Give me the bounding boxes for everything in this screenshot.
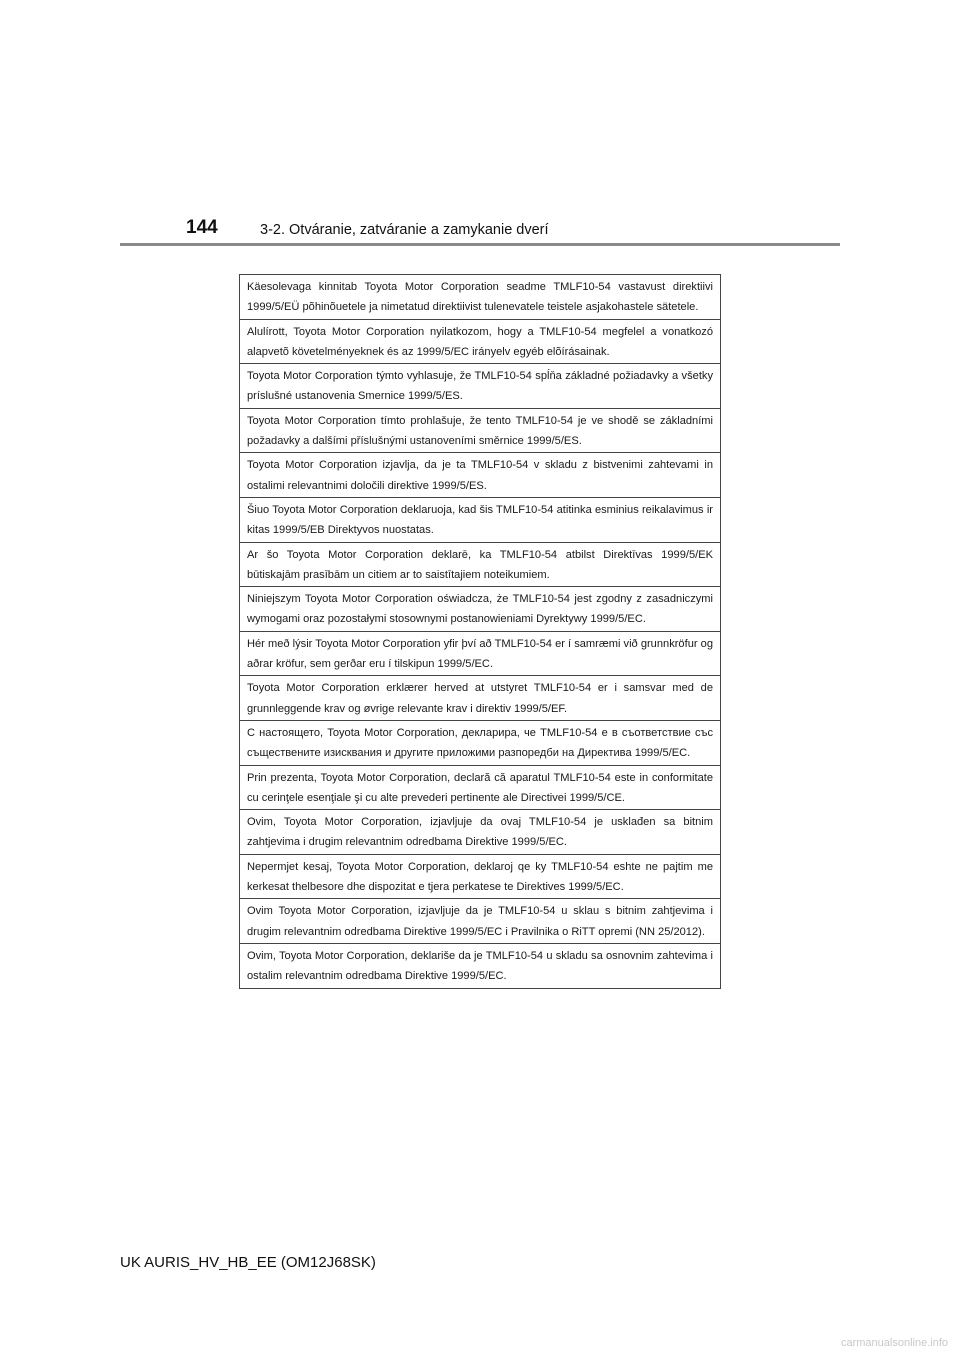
table-row [240, 810, 721, 855]
table-row [240, 364, 721, 409]
declaration-lithuanian: Šiuo Toyota Motor Corporation deklaruoja, kad šis TMLF10-54 atitinka esminius reikalavimus ir kitas 1999/5/EB Direktyvos nuostatas. [240, 497, 721, 542]
declaration-slovenian: Toyota Motor Corporation izjavlja, da je ta TMLF10-54 v skladu z bistvenimi zahtevami in ostalimi relevantnimi določili direktive 1999/5/ES. [240, 453, 721, 498]
table-row [240, 854, 721, 899]
table-row [240, 497, 721, 542]
table-row [240, 943, 721, 988]
declaration-table [239, 274, 721, 989]
section-title: 3-2. Otváranie, zatváranie a zamykanie dverí [260, 222, 549, 238]
declaration-serbian: Ovim, Toyota Motor Corporation, deklariše da je TMLF10-54 u skladu sa osnovnim zahtevima i ostalim relevantnim odredbama Direktive 1999/5/EC. [240, 943, 721, 988]
table-row [240, 765, 721, 810]
declaration-latvian: Ar šo Toyota Motor Corporation deklarē, ka TMLF10-54 atbilst Direktīvas 1999/5/EK būtiskajām prasībām un citiem ar to saistītajiem noteikumiem. [240, 542, 721, 587]
watermark-text: carmanualsonline.info [840, 1337, 948, 1349]
declaration-hungarian: Alulírott, Toyota Motor Corporation nyilatkozom, hogy a TMLF10-54 megfelel a vonatkozó alapvetõ követelményeknek és az 1999/5/EC irányelv egyéb elõírásainak. [240, 319, 721, 364]
declaration-estonian: Käesolevaga kinnitab Toyota Motor Corporation seadme TMLF10-54 vastavust direktiivi 1999/5/EÜ põhinõuetele ja nimetatud direktiivist tulenevatele teistele asjakohastele sätetele. [240, 275, 721, 320]
page-number: 144 [186, 217, 218, 238]
header-divider [120, 243, 840, 246]
declaration-croatian: Ovim Toyota Motor Corporation, izjavljuje da je TMLF10-54 u sklau s bitnim zahtjevima i drugim relevantnim odredbama Direktive 1999/5/EC i Pravilnika o RiTT opremi (NN 25/2012). [240, 899, 721, 944]
table-row [240, 542, 721, 587]
page-header [186, 216, 826, 246]
table-row [240, 676, 721, 721]
declaration-norwegian: Toyota Motor Corporation erklærer herved at utstyret TMLF10-54 er i samsvar med de grunnleggende krav og øvrige relevante krav i direktiv 1999/5/EF. [240, 676, 721, 721]
declaration-slovak: Toyota Motor Corporation týmto vyhlasuje, že TMLF10-54 spĺňa základné požiadavky a všetky príslušné ustanovenia Smernice 1999/5/ES. [240, 364, 721, 409]
declaration-polish: Niniejszym Toyota Motor Corporation oświadcza, że TMLF10-54 jest zgodny z zasadniczymi wymogami oraz pozostałymi stosownymi postanowieniami Dyrektywy 1999/5/EC. [240, 587, 721, 632]
table-row [240, 408, 721, 453]
table-row [240, 319, 721, 364]
declaration-czech: Toyota Motor Corporation tímto prohlašuje, že tento TMLF10-54 je ve shodě se základními požadavky a dalšími příslušnými ustanoveními směrnice 1999/5/ES. [240, 408, 721, 453]
declaration-bulgarian: С настоящето, Toyota Motor Corporation, декларира, че TMLF10-54 е в съответствие със съществените изисквания и другите приложими разпоредби на Директива 1999/5/ЕС. [240, 720, 721, 765]
declaration-icelandic: Hér með lýsir Toyota Motor Corporation yfir því að TMLF10-54 er í samræmi við grunnkröfur og aðrar kröfur, sem gerðar eru í tilskipun 1999/5/EC. [240, 631, 721, 676]
table-row [240, 587, 721, 632]
declaration-bosnian: Ovim, Toyota Motor Corporation, izjavljuje da ovaj TMLF10-54 je usklađen sa bitnim zahtjevima i drugim relevantnim odredbama Direktive 1999/5/EC. [240, 810, 721, 855]
table-row [240, 453, 721, 498]
declaration-romanian: Prin prezenta, Toyota Motor Corporation, declară că aparatul TMLF10-54 este in conformitate cu cerinţele esenţiale şi cu alte prevederi pertinente ale Directivei 1999/5/CE. [240, 765, 721, 810]
table-row [240, 720, 721, 765]
table-row [240, 631, 721, 676]
footer-doc-code: UK AURIS_HV_HB_EE (OM12J68SK) [120, 1254, 376, 1271]
table-row [240, 899, 721, 944]
table-row [240, 275, 721, 320]
declaration-albanian: Nepermjet kesaj, Toyota Motor Corporation, deklaroj qe ky TMLF10-54 eshte ne pajtim me kerkesat thelbesore dhe dispozitat e tjera perkatese te Direktives 1999/5/EC. [240, 854, 721, 899]
